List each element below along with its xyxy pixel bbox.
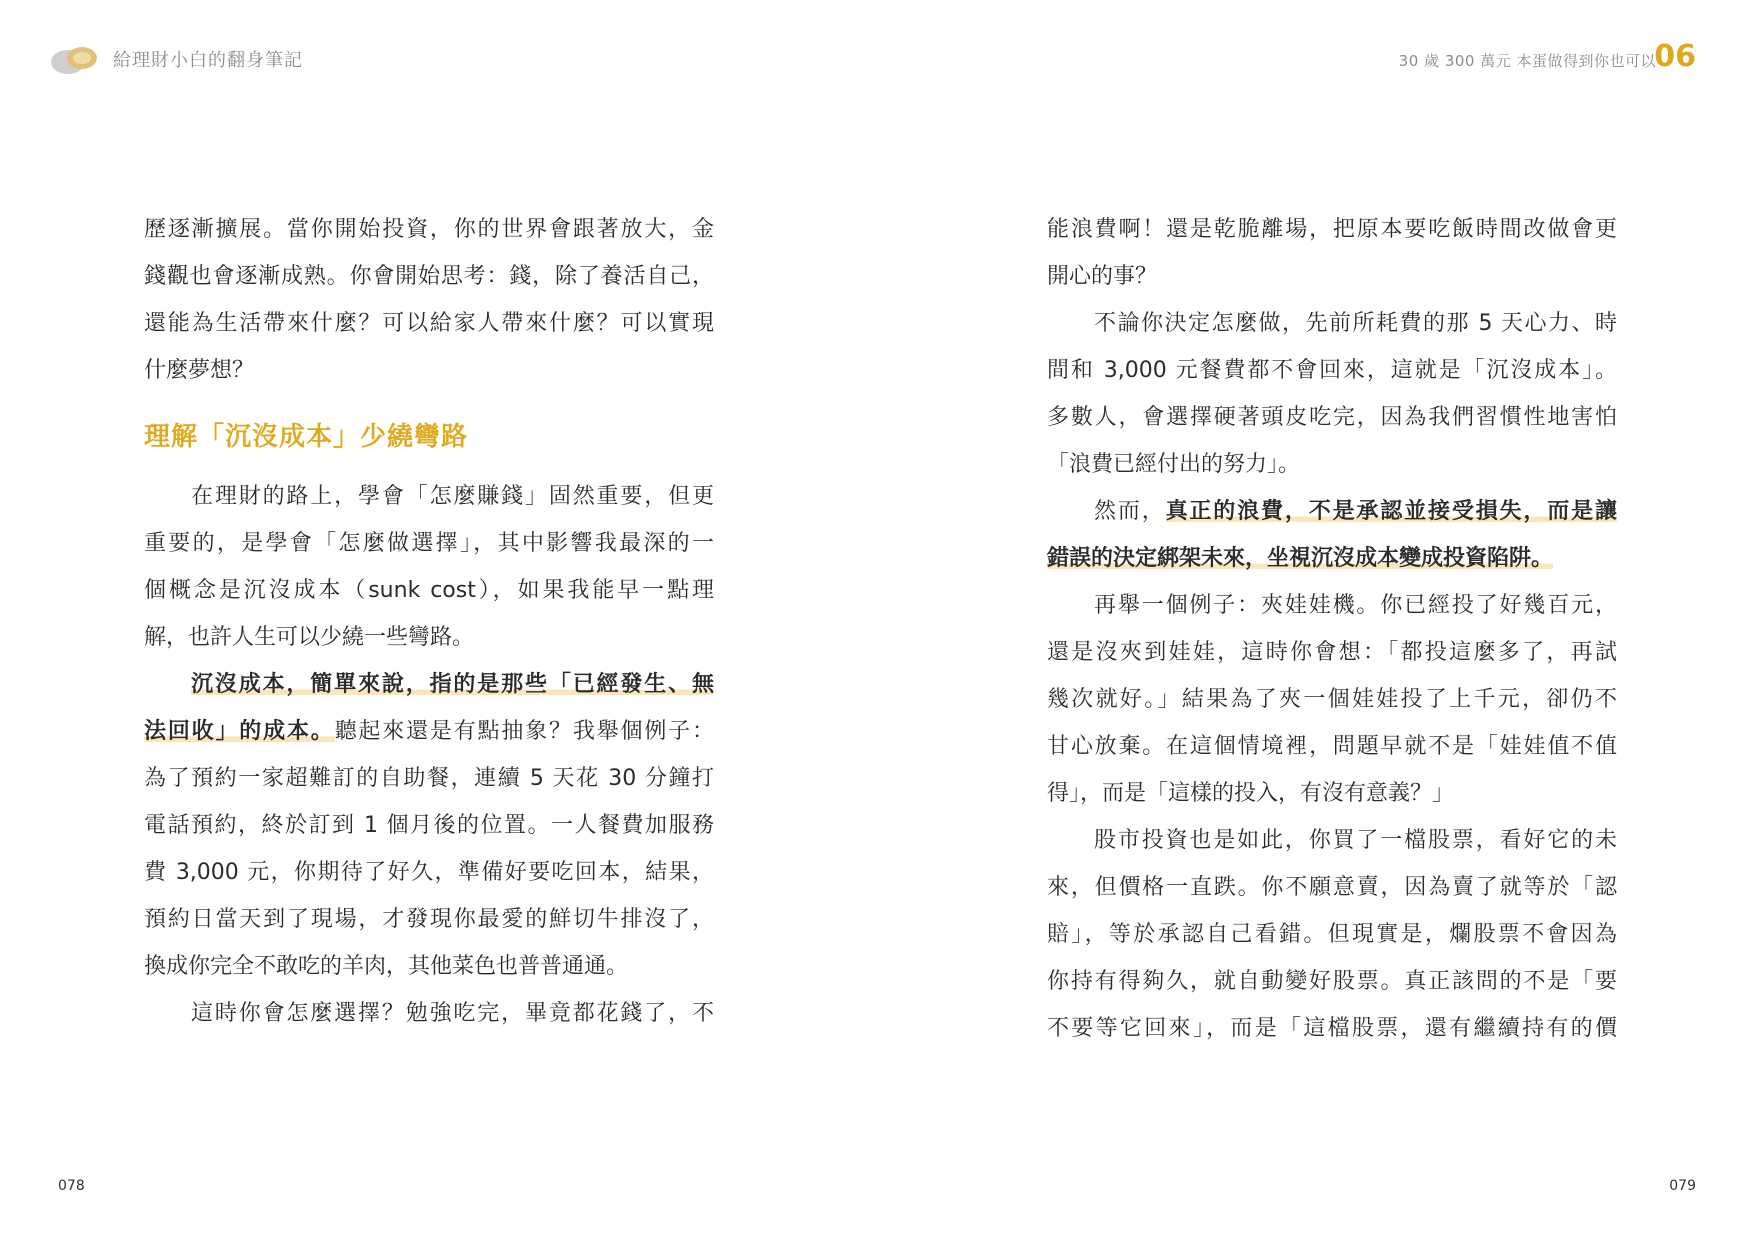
text-line: 還是沒夾到娃娃，這時你會想：「都投這麼多了，再試 xyxy=(1047,640,1617,665)
text-span: 聽起來還是有點抽象？我舉個例子： xyxy=(334,719,714,744)
text-line: 電話預約，終於訂到 1 個月後的位置。一人餐費加服務 xyxy=(144,813,714,838)
text-line: 解，也許人生可以少繞一些彎路。 xyxy=(144,625,475,650)
chapter-number: 06 xyxy=(1654,39,1696,74)
text-line: 重要的，是學會「怎麼做選擇」，其中影響我最深的一 xyxy=(144,531,714,556)
book-title: 給理財小白的翻身筆記 xyxy=(113,50,303,71)
text-line: 錢觀也會逐漸成熟。你會開始思考：錢，除了養活自己， xyxy=(144,264,714,289)
text-line: 這時你會怎麼選擇？勉強吃完，畢竟都花錢了，不 xyxy=(191,1001,714,1026)
page-number-left: 078 xyxy=(58,1178,85,1194)
text-line: 在理財的路上，學會「怎麼賺錢」固然重要，但更 xyxy=(191,484,714,509)
text-line: 不論你決定怎麼做，先前所耗費的那 5 天心力、時 xyxy=(1094,311,1617,336)
text-line: 股市投資也是如此，你買了一檔股票，看好它的未 xyxy=(1094,828,1617,853)
text-line: 多數人，會選擇硬著頭皮吃完，因為我們習慣性地害怕 xyxy=(1047,405,1617,430)
highlighted-text: 沉沒成本，簡單來說，指的是那些「已經發生、無 xyxy=(191,672,714,697)
text-line xyxy=(144,661,714,708)
text-span: 然而， xyxy=(1094,499,1166,524)
page-number-right: 079 xyxy=(1669,1178,1696,1194)
text-line: 歷逐漸擴展。當你開始投資，你的世界會跟著放大，金 xyxy=(144,217,714,242)
section-heading: 理解「沉沒成本」少繞彎路 xyxy=(144,422,469,452)
text-line: 甘心放棄。在這個情境裡，問題早就不是「娃娃值不值 xyxy=(1047,734,1617,759)
book-logo-icon xyxy=(48,40,102,80)
text-line: 幾次就好。」結果為了夾一個娃娃投了上千元，卻仍不 xyxy=(1047,687,1617,712)
highlighted-text: 法回收」的成本。 xyxy=(144,719,335,744)
text-line: 「浪費已經付出的努力」。 xyxy=(1047,452,1301,477)
text-line: 費 3,000 元，你期待了好久，準備好要吃回本，結果， xyxy=(144,860,714,885)
text-line: 能浪費啊！還是乾脆離場，把原本要吃飯時間改做會更 xyxy=(1047,217,1617,242)
text-line: 什麼夢想？ xyxy=(144,358,255,383)
text-line: 不要等它回來」，而是「這檔股票，還有繼續持有的價 xyxy=(1047,1016,1617,1041)
text-line xyxy=(1047,535,1617,582)
text-line: 得」，而是「這樣的投入，有沒有意義？」 xyxy=(1047,781,1455,806)
text-line: 還能為生活帶來什麼？可以給家人帶來什麼？可以實現 xyxy=(144,311,714,336)
text-line: 來，但價格一直跌。你不願意賣，因為賣了就等於「認 xyxy=(1047,875,1617,900)
highlighted-text: 真正的浪費，不是承認並接受損失，而是讓 xyxy=(1165,499,1617,524)
text-line: 個概念是沉沒成本（sunk cost），如果我能早一點理 xyxy=(144,578,714,603)
text-line: 賠」，等於承認自己看錯。但現實是，爛股票不會因為 xyxy=(1047,922,1617,947)
text-line: 換成你完全不敢吃的羊肉，其他菜色也普普通通。 xyxy=(144,954,629,979)
right-page-text xyxy=(1047,206,1617,1052)
text-line: 你持有得夠久，就自動變好股票。真正該問的不是「要 xyxy=(1047,969,1617,994)
highlighted-text: 錯誤的決定綁架未來，坐視沉沒成本變成投資陷阱。 xyxy=(1047,546,1554,571)
text-line: 開心的事？ xyxy=(1047,264,1158,289)
text-line xyxy=(144,708,714,755)
text-line: 再舉一個例子：夾娃娃機。你已經投了好幾百元， xyxy=(1094,593,1617,618)
left-page-text xyxy=(144,206,714,1037)
text-line xyxy=(1047,488,1617,535)
chapter-title: 30 歲 300 萬元 本蛋做得到你也可以 xyxy=(1398,52,1656,70)
text-line: 間和 3,000 元餐費都不會回來，這就是「沉沒成本」。 xyxy=(1047,358,1617,383)
text-line: 預約日當天到了現場，才發現你最愛的鮮切牛排沒了， xyxy=(144,907,714,932)
text-line: 為了預約一家超難訂的自助餐，連續 5 天花 30 分鐘打 xyxy=(144,766,714,791)
